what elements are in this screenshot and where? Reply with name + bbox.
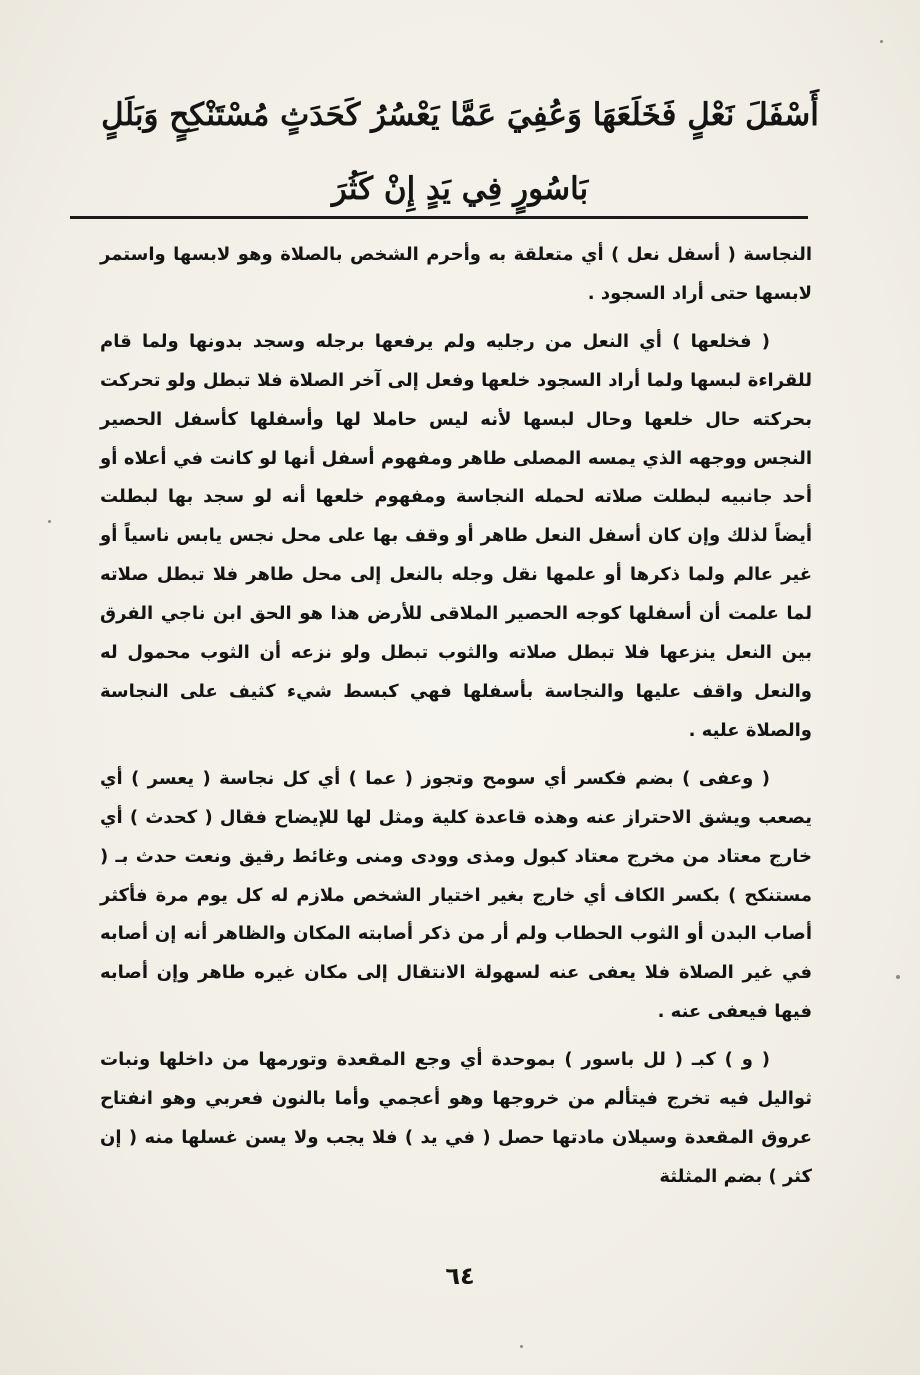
scan-speck bbox=[880, 40, 883, 43]
horizontal-rule bbox=[70, 216, 808, 219]
page-number: ٦٤ bbox=[445, 1262, 475, 1290]
paragraph-1: النجاسة ( أسفل نعل ) أي متعلقة به وأحرم الشخص بالصلاة وهو لابسها واستمر لابسها حتى أراد السجود . bbox=[100, 244, 812, 304]
heading-line-1: أَسْفَلَ نَعْلٍ فَخَلَعَهَا وَعُفِيَ عَمَّا يَعْسُرُ كَحَدَثٍ مُسْتَنْكِحٍ وَبَلَلٍ bbox=[101, 97, 819, 133]
heading-line-2: بَاسُورٍ فِي يَدٍ إِنْ كَثُرَ bbox=[331, 171, 589, 207]
scan-speck bbox=[896, 975, 900, 979]
section-heading bbox=[100, 78, 820, 226]
scan-speck bbox=[520, 1345, 523, 1348]
paragraph-3: ( وعفى ) بضم فكسر أي سومح وتجوز ( عما ) أي كل نجاسة ( يعسر ) أي يصعب ويشق الاحتراز عنه وهذه قاعدة كلية ومثل لها للإيضاح فقال ( كحدث ) أي خارج معتاد من مخرج معتاد كبول ومذى وودى ومنى وغائط رقيق ونعت حدث بـ ( مستنكح ) بكسر الكاف أي خارج بغير اختيار الشخص ملازم له كل يوم مرة فأكثر أصاب البدن أو الثوب الحطاب ولم أر من ذكر أصابته المكان والظاهر أنه إن أصابه في غير الصلاة فلا يعفى عنه لسهولة الانتقال إلى مكان غيره طاهر وإن أصابه فيها فيعفى عنه . bbox=[100, 767, 812, 1023]
paragraph-2: ( فخلعها ) أي النعل من رجليه ولم يرفعها برجله وسجد بدونها ولما قام للقراءة لبسها ولما أراد السجود خلعها وفعل إلى آخر الصلاة فلا تبطل ولو تحركت بحركته حال خلعها وحال لبسها لأنه ليس حاملا لها وأسفلها كأسفل الحصير النجس ووجهه الذي يمسه المصلى طاهر ومفهوم أسفل أنها لو كانت في أعلاه أو أحد جانبيه لبطلت صلاته لحمله النجاسة ومفهوم خلعها أنه لو سجد بها لبطلت أيضاً لذلك وإن كان أسفل النعل طاهر أو وقف بها على محل نجس يابس ناسياً أو غير عالم ولما ذكرها أو علمها نقل وجله بالنعل إلى محل طاهر فلا تبطل صلاته لما علمت أن أسفلها كوجه الحصير الملاقى للأرض هذا هو الحق ابن ناجي الفرق بين النعل ينزعها فلا تبطل صلاته والثوب تبطل ولو نزعه أن الثوب محمول له والنعل واقف عليها والنجاسة بأسفلها فهي كبسط شيء كثيف على النجاسة والصلاة عليه . bbox=[100, 330, 812, 741]
scan-speck bbox=[48, 520, 51, 523]
commentary-body bbox=[100, 236, 812, 1206]
paragraph-4: ( و ) كبـ ( لل باسور ) بموحدة أي وجع المقعدة وتورمها من داخلها ونبات ثواليل فيه تخرج فيتألم من خروجها وهو أعجمي وأما بالنون فعربي وهو انفتاح عروق المقعدة وسيلان مادتها حصل ( في يد ) فلا يجب ولا يسن غسلها منه ( إن كثر ) بضم المثلثة bbox=[100, 1049, 812, 1187]
